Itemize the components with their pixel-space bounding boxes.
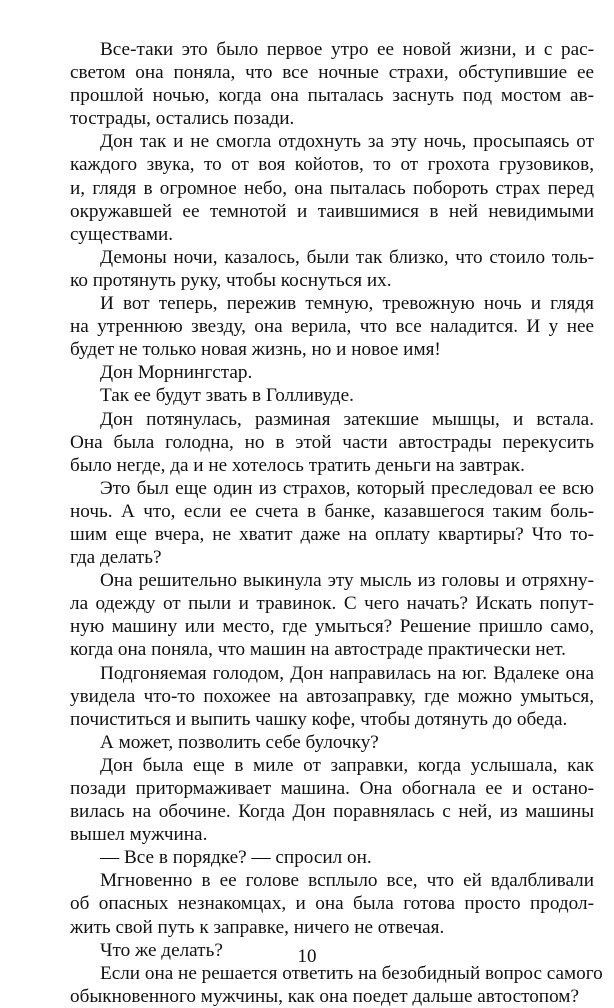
paragraph: [70, 477, 594, 569]
text-line: вилась на обочине. Когда Дон поравнялась с ней, из машины: [70, 801, 594, 823]
paragraph: [70, 361, 594, 384]
paragraph: [70, 408, 594, 477]
text-line: каждого звука, то от воя койотов, то от грохота грузовиков,: [70, 154, 594, 176]
text-line: ную машину или место, где умыться? Решение пришло само,: [70, 616, 594, 638]
text-line: Она была голодна, но в этой части автострады перекусить: [70, 431, 594, 453]
paragraph: [70, 38, 594, 130]
text-line: ко протянуть руку, чтобы коснуться их.: [70, 269, 392, 291]
text-line: когда она поняла, что машин на автостраде практически нет.: [70, 639, 566, 661]
text-line: Подгоняемая голодом, Дон направилась на юг. Вдалеке она: [100, 662, 594, 684]
text-line: Что же делать?: [100, 939, 223, 961]
text-line: обыкновенного мужчины, как она поедет дальше автостопом?: [70, 985, 579, 1007]
text-line: увидела что-то похожее на автозаправку, где можно умыться,: [70, 685, 594, 707]
body-text: [70, 38, 603, 1008]
text-line: Дон потянулась, разминая затекшие мышцы, и встала.: [100, 408, 594, 430]
text-line: Дон Морнингстар.: [100, 362, 253, 384]
text-line: позади притормаживает машина. Она обогнала ее и остано-: [70, 778, 594, 799]
text-line: окружавшей ее темнотой и таившимися в ней невидимыми: [70, 200, 594, 222]
text-line: — Все в порядке? — спросил он.: [100, 847, 372, 869]
paragraph: [70, 569, 594, 661]
text-line: ла одежду от пыли и травинок. С чего начать? Искать попут-: [70, 593, 594, 615]
text-line: будет не только новая жизнь, но и новое имя!: [70, 339, 441, 361]
page-number: 10: [297, 946, 317, 967]
paragraph: [70, 731, 594, 754]
text-line: Все-таки это было первое утро ее новой жизни, и с рас-: [100, 39, 594, 60]
paragraph: [70, 292, 594, 361]
text-line: прошлой ночью, когда она пыталась заснуть под мостом ав-: [70, 85, 594, 107]
paragraph: [70, 246, 594, 292]
text-line: Так ее будут звать в Голливуде.: [100, 385, 354, 407]
text-line: гда делать?: [70, 547, 162, 569]
text-line: шим еще вчера, не хватит даже на оплату квартиры? Что то-: [70, 523, 594, 545]
text-line: Дон была еще в миле от заправки, когда услышала, как: [100, 754, 594, 776]
paragraph: [70, 130, 594, 245]
text-line: Демоны ночи, казалось, были так близко, что стоило толь-: [100, 246, 594, 268]
paragraph: [70, 869, 594, 938]
text-line: светом она поняла, что все ночные страхи, обступившие ее: [70, 62, 594, 84]
text-line: А может, позволить себе булочку?: [100, 731, 379, 753]
text-line: жить свой путь к заправке, ничего не отвечая.: [70, 916, 445, 938]
paragraph: [70, 384, 594, 407]
text-line: Если она не решается ответить на безобидный вопрос самого: [100, 962, 603, 984]
text-line: на утреннюю звезду, она верила, что все наладится. И у нее: [70, 316, 594, 338]
text-line: Дон так и не смогла отдохнуть за эту ночь, просыпаясь от: [100, 131, 594, 153]
text-line: существами.: [70, 223, 174, 245]
text-line: было негде, да и не хотелось тратить деньги на завтрак.: [70, 454, 525, 476]
paragraph: [70, 754, 594, 846]
text-line: и, глядя в огромное небо, она пыталась побороть страх перед: [70, 177, 594, 199]
text-line: Она решительно выкинула эту мысль из головы и отряхну-: [100, 570, 594, 592]
text-line: вышел мужчина.: [70, 824, 208, 846]
paragraph: [70, 846, 594, 869]
paragraph: [70, 662, 594, 731]
text-line: ночь. А что, если ее счета в банке, казавшегося таким боль-: [70, 500, 594, 522]
text-line: тострады, остались позади.: [70, 108, 295, 130]
text-line: почиститься и выпить чашку кофе, чтобы дотянуть до обеда.: [70, 708, 568, 730]
text-line: об опасных незнакомцах, и она была готова просто продол-: [70, 893, 594, 915]
text-line: Это был еще один из страхов, который преследовал ее всю: [100, 477, 594, 499]
paragraph: [70, 962, 603, 1008]
text-line: И вот теперь, пережив темную, тревожную ночь и глядя: [100, 293, 594, 315]
text-line: Мгновенно в ее голове всплыло все, что ей вдалбливали: [100, 870, 594, 892]
